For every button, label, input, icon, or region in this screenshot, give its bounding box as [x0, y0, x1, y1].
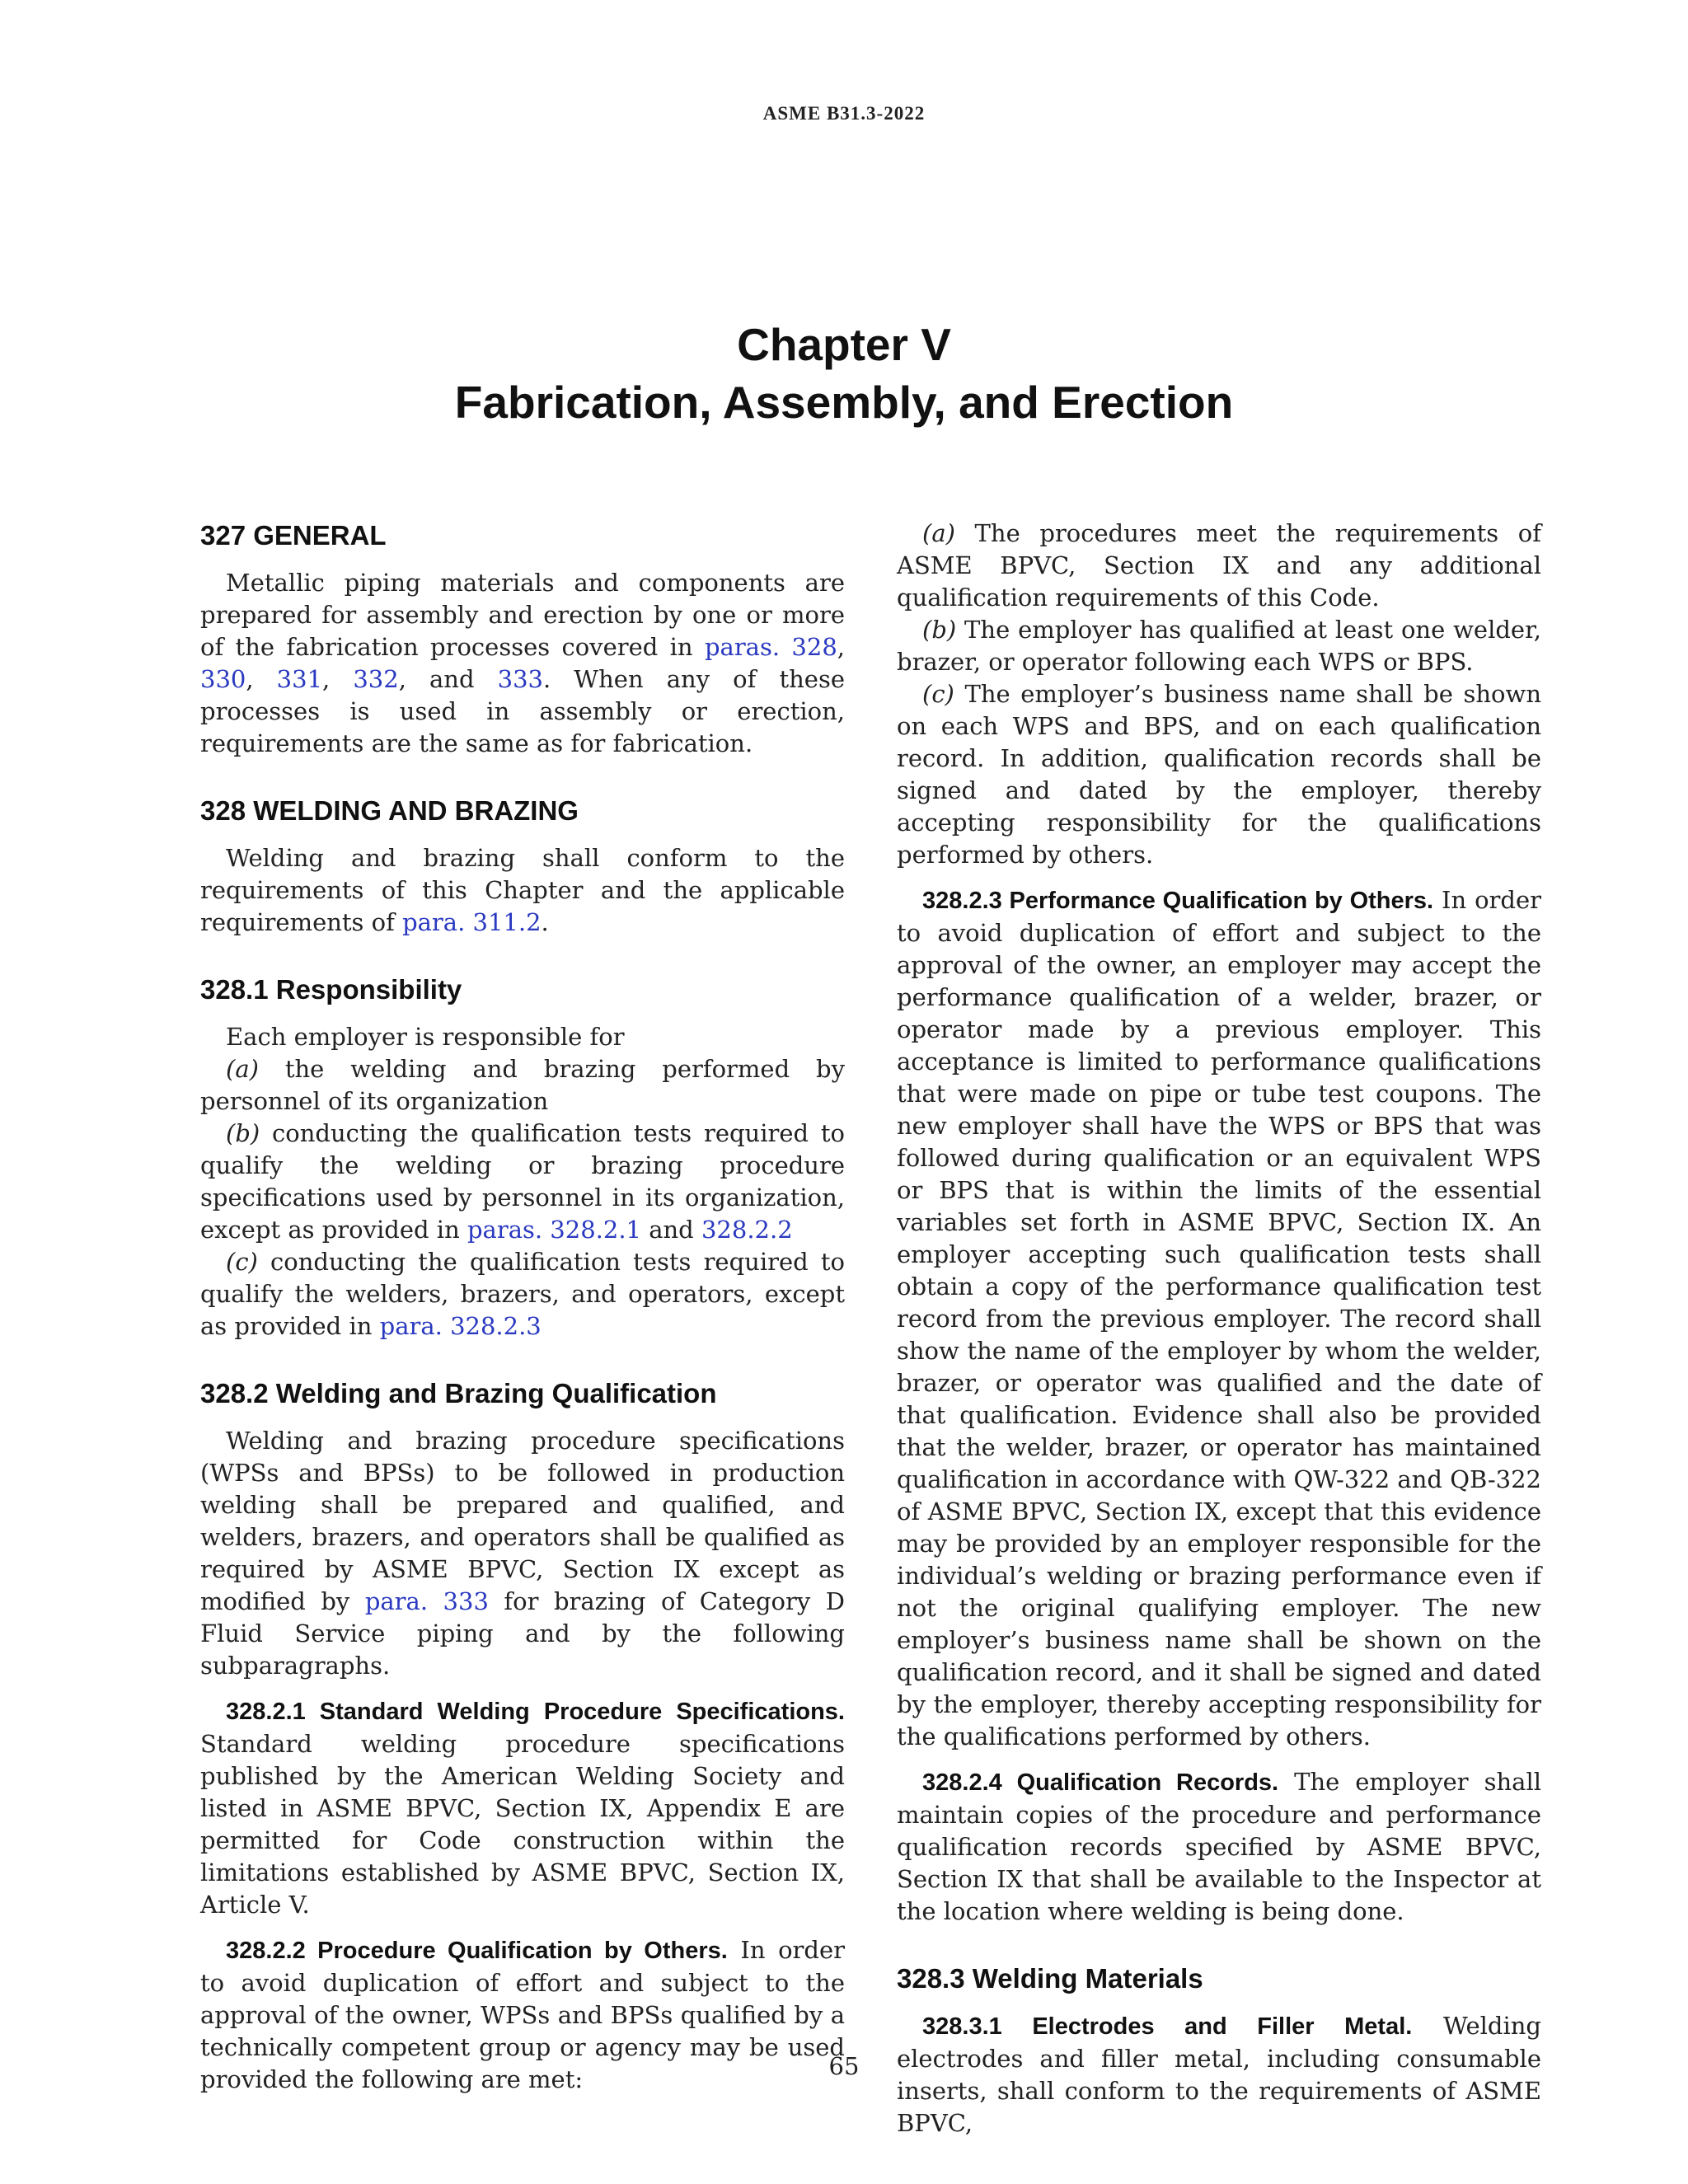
subsection-heading-328-2-3: 328.2.3 Performance Qualification by Others.	[922, 888, 1434, 914]
text: In order to avoid duplication of effort and subject to the approval of the owner, WPSs and BPSs qualified by a technically competent group or agency may be used provided the following are met:	[200, 1936, 845, 2093]
item-text: the welding and brazing performed by personnel of its organization	[200, 1055, 845, 1115]
right-column	[897, 518, 1541, 2139]
item-text: conducting the qualification tests required to qualify the welding or brazing procedure specifications used by personnel in its organization, except as provided in	[200, 1119, 845, 1244]
list-item-328-2-2-b	[897, 614, 1541, 678]
subsection-heading-328-3-1: 328.3.1 Electrodes and Filler Metal.	[922, 2013, 1413, 2040]
page-number: 65	[828, 2052, 860, 2080]
text: In order to avoid duplication of effort and subject to the approval of the owner, an employer may accept the performance qualification of a welder, brazer, or operator made by a previous employer. This acceptance is limited to performance qualifications that were made on pipe or tube test coupons. The new employer shall have the WPS or BPS that was followed during qualification or an equivalent WPS or BPS that is within the limits of the essential variables set forth in ASME BPVC, Section IX. An employer accepting such qualification tests shall obtain a copy of the performance qualification test record from the previous employer. The record shall show the name of the employer by whom the welder, brazer, or operator was qualified and the date of that qualification. Evidence shall also be provided that the welder, brazer, or operator has maintained qualification in accordance with QW-322 and QB-322 of ASME BPVC, Section IX, except that this evidence may be provided by an employer responsible for the individual’s welding or brazing performance even if not the original qualifying employer. The new employer’s business name shall be shown on the qualification record, and it shall be signed and dated by the employer, thereby accepting responsibility for the qualifications performed by others.	[897, 886, 1541, 1750]
text: ,	[322, 665, 354, 693]
link-333[interactable]: 333	[497, 665, 543, 693]
running-head: ASME B31.3-2022	[762, 103, 926, 124]
text: Welding and brazing procedure specifications (WPSs and BPSs) to be followed in production welding shall be prepared and qualified, and welders, brazers, and operators shall be qualified as required by ASME BPVC, Section IX except as modified by	[200, 1427, 845, 1615]
item-text: The employer’s business name shall be shown on each WPS and BPS, and on each qualification record. In addition, qualification records shall be signed and dated by the employer, thereby accepting responsibility for the qualifications performed by others.	[897, 680, 1541, 869]
section-heading-328-3: 328.3 Welding Materials	[897, 1963, 1203, 1994]
item-label: (a)	[226, 1055, 259, 1083]
left-column	[200, 518, 845, 2096]
paragraph-328-2	[200, 1425, 845, 1682]
link-para-333[interactable]: para. 333	[364, 1587, 489, 1615]
text: , and	[398, 665, 498, 693]
list-item-328-2-2-a	[897, 518, 1541, 614]
subsection-heading-328-2-1: 328.2.1 Standard Welding Procedure Specifications.	[226, 1699, 845, 1725]
link-331[interactable]: 331	[276, 665, 323, 693]
paragraph-327	[200, 567, 845, 760]
paragraph-328-2-3	[897, 884, 1541, 1753]
item-text: conducting the qualification tests required to qualify the welders, brazers, and operators, except as provided in	[200, 1248, 845, 1340]
list-item-328-1-a	[200, 1053, 845, 1118]
section-heading-328: 328 WELDING AND BRAZING	[200, 795, 579, 826]
item-text: The procedures meet the requirements of ASME BPVC, Section IX and any additional qualification requirements of this Code.	[897, 519, 1541, 612]
item-label: (b)	[922, 616, 957, 644]
text: for brazing of Category D Fluid Service piping and by the following subparagraphs.	[200, 1587, 846, 1680]
link-para-328-2-3[interactable]: para. 328.2.3	[379, 1312, 542, 1340]
section-heading-327: 327 GENERAL	[200, 520, 387, 551]
link-332[interactable]: 332	[353, 665, 399, 693]
text: . When any of these processes is used in assembly or erection, requirements are the same as for fabrication.	[200, 665, 845, 757]
text: ,	[837, 633, 845, 661]
paragraph-328	[200, 842, 845, 939]
text: ,	[246, 665, 277, 693]
text: and	[641, 1216, 701, 1244]
item-label: (a)	[922, 519, 955, 547]
link-para-311-2[interactable]: para. 311.2	[402, 908, 542, 936]
paragraph-328-2-4	[897, 1766, 1541, 1928]
link-330[interactable]: 330	[200, 665, 246, 693]
paragraph-328-2-1	[200, 1695, 845, 1921]
chapter-title: Fabrication, Assembly, and Erection	[454, 377, 1234, 428]
section-heading-328-1: 328.1 Responsibility	[200, 974, 462, 1005]
text: Metallic piping materials and components are prepared for assembly and erection by one or more of the fabrication processes covered in	[200, 569, 845, 661]
list-item-328-1-c	[200, 1246, 845, 1343]
link-paras-328-2-1[interactable]: paras. 328.2.1	[467, 1216, 641, 1244]
list-item-328-1-b	[200, 1118, 845, 1246]
text: Welding electrodes and filler metal, including consumable inserts, shall conform to the requirements of ASME BPVC,	[897, 2012, 1541, 2137]
item-label: (c)	[922, 680, 954, 708]
section-heading-328-2: 328.2 Welding and Brazing Qualification	[200, 1378, 717, 1408]
subsection-heading-328-2-4: 328.2.4 Qualification Records.	[922, 1769, 1279, 1796]
item-label: (b)	[226, 1119, 260, 1147]
subsection-heading-328-2-2: 328.2.2 Procedure Qualification by Others.	[226, 1938, 728, 1964]
item-label: (c)	[226, 1248, 258, 1276]
item-text: The employer has qualified at least one welder, brazer, or operator following each WPS or BPS.	[897, 616, 1541, 676]
list-item-328-2-2-c	[897, 678, 1541, 871]
paragraph-328-1-intro: Each employer is responsible for	[226, 1023, 625, 1051]
text: Standard welding procedure specifications published by the American Welding Society and listed in ASME BPVC, Section IX, Appendix E are permitted for Code construction within the limitations established by ASME BPVC, Section IX, Article V.	[200, 1730, 845, 1919]
link-328-2-2[interactable]: 328.2.2	[701, 1216, 793, 1244]
chapter-title-block	[0, 316, 1688, 431]
text: The employer shall maintain copies of the procedure and performance qualification records specified by ASME BPVC, Section IX that shall be available to the Inspector at the location where welding is being done.	[897, 1768, 1541, 1925]
link-paras-328[interactable]: paras. 328	[704, 633, 837, 661]
text: Welding and brazing shall conform to the requirements of this Chapter and the applicable requirements of	[200, 844, 845, 936]
text: .	[541, 908, 549, 936]
chapter-number: Chapter V	[737, 319, 951, 370]
